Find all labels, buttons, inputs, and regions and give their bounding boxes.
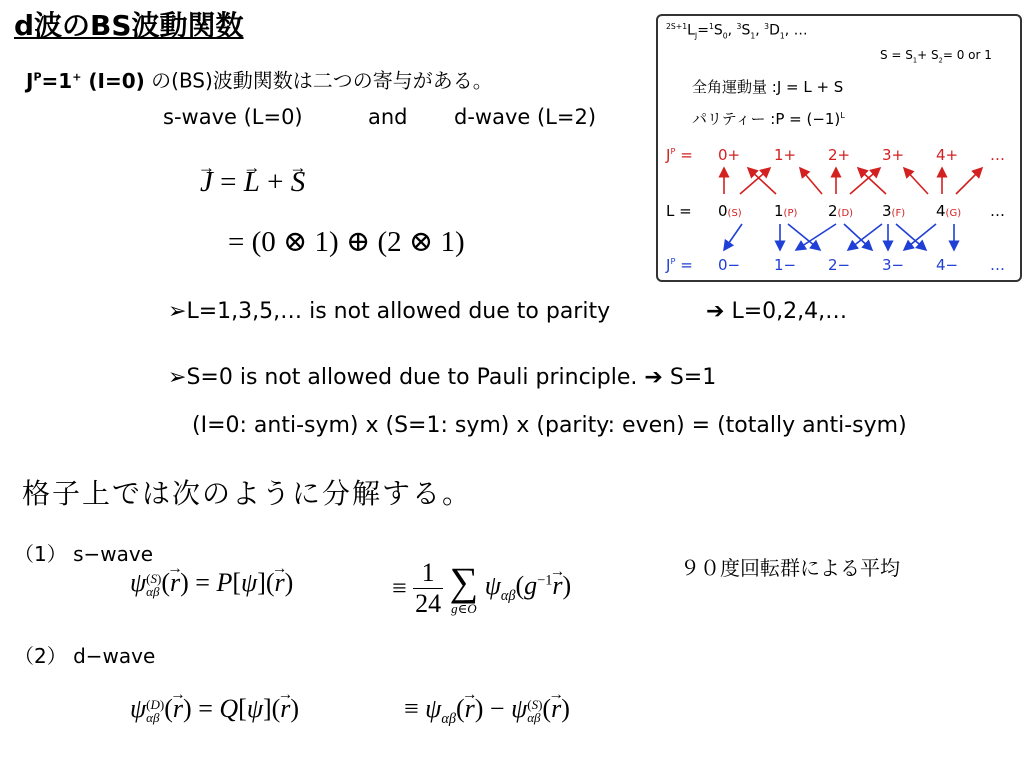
page-title: d波のBS波動関数 xyxy=(14,9,244,42)
s-wave-label: s-wave (L=0) xyxy=(163,105,303,129)
symmetry-line: (I=0: anti-sym) x (S=1: sym) x (parity: even) = (totally anti-sym) xyxy=(192,413,907,438)
red-arrow xyxy=(858,168,886,194)
blue-arrow xyxy=(724,224,742,250)
jp-minus-label: $J^P$ = xyxy=(666,256,693,274)
jp-plus-value: 0+ xyxy=(718,146,741,164)
fraction: $\frac{1}{24}$ xyxy=(415,558,442,618)
quantum-number-panel xyxy=(656,14,1022,282)
jp-minus-value: … xyxy=(990,256,1005,274)
and-label: and xyxy=(368,105,408,129)
l-value: 2(D) xyxy=(828,202,854,220)
jp-minus-value: 0− xyxy=(718,256,741,274)
d-wave-projection-equation: ψ (D) αβ (→ r) = Q[ψ](→ r) xyxy=(130,694,299,724)
total-angular-momentum: 全角運動量 :J = L + S xyxy=(692,78,844,96)
blue-arrow xyxy=(896,224,926,250)
parity-bullet: ➢L=1,3,5,… is not allowed due to parity xyxy=(168,299,611,324)
right-arrow-icon: ➔ xyxy=(644,365,663,390)
l-value: 4(G) xyxy=(936,202,962,220)
l-value: 0(S) xyxy=(718,202,742,220)
bullet-arrow-icon: ➢ xyxy=(168,299,187,324)
jp-minus-value: 2− xyxy=(828,256,851,274)
s-wave-projection-equation: ψ (S) αβ (→ r) = P[ψ](→ r) xyxy=(130,568,293,598)
bullet-arrow-icon: ➢ xyxy=(168,365,187,390)
l-value: 1(P) xyxy=(774,202,798,220)
s-wave-average-equation: ≡ $\frac{1}{24}$ ∑ g∈O $\psi_{\alpha\beta}(g^{-1}\to r)$ xyxy=(392,558,571,619)
red-arrow xyxy=(850,168,880,194)
vector-s: → S xyxy=(291,166,306,199)
jp-symbol: $J^P=1^+$ (I=0) xyxy=(26,68,145,93)
d-wave-section-label: （2） d−wave xyxy=(14,644,156,668)
d-wave-difference-equation: ≡ $\psi_{\alpha\beta}(\to r) - \psi$ (S) αβ (→ r) xyxy=(404,694,570,728)
jp-plus-value: … xyxy=(990,146,1005,164)
jp-plus-label: $J^P$ = xyxy=(666,146,693,164)
pauli-bullet: ➢S=0 is not allowed due to Pauli principle. ➔ S=1 xyxy=(168,365,717,390)
lattice-heading: 格子上では次のように分解する。 xyxy=(22,477,473,510)
jp-minus-value: 3− xyxy=(882,256,905,274)
vector-l: → L xyxy=(244,166,260,199)
blue-arrow xyxy=(844,224,872,250)
jp-plus-value: 3+ xyxy=(882,146,905,164)
jp-plus-value: 1+ xyxy=(774,146,797,164)
right-arrow-icon: ➔ xyxy=(706,299,725,324)
rotation-average-note: ９０度回転群による平均 xyxy=(680,556,900,580)
parity-result: ➔ L=0,2,4,… xyxy=(706,299,848,324)
jp-minus-value: 4− xyxy=(936,256,959,274)
angular-momentum-equation: → J = → L + → S xyxy=(200,166,305,199)
intro-tail: の(BS)波動関数は二つの寄与がある。 xyxy=(144,68,493,93)
parity-definition: パリティー :P = $(-1)^L$ xyxy=(692,110,845,128)
jp-plus-value: 2+ xyxy=(828,146,851,164)
jp-minus-value: 1− xyxy=(774,256,797,274)
l-label: L = xyxy=(666,202,692,220)
red-arrow xyxy=(956,168,982,194)
red-arrow xyxy=(904,168,928,194)
decomposition-equation: = (0 ⊗ 1) ⊕ (2 ⊗ 1) xyxy=(228,226,465,258)
jp-plus-value: 4+ xyxy=(936,146,959,164)
blue-arrow xyxy=(848,224,882,250)
spin-definition: $S = S_1+ S_2= 0$ or 1 xyxy=(880,48,992,65)
d-wave-label: d-wave (L=2) xyxy=(454,105,597,129)
red-arrow xyxy=(748,168,776,194)
blue-arrow xyxy=(904,224,936,250)
term-symbol-header: $^{2S+1}L_J=^1S_0$, $^3S_1$, $^3D_1$, … xyxy=(666,22,808,41)
l-value: 3(F) xyxy=(882,202,906,220)
red-arrow xyxy=(800,168,822,194)
s-wave-section-label: （1） s−wave xyxy=(14,542,154,566)
vector-j: → J xyxy=(200,166,213,199)
red-arrow xyxy=(740,168,770,194)
intro-line xyxy=(26,64,493,94)
l-value: … xyxy=(990,202,1005,220)
